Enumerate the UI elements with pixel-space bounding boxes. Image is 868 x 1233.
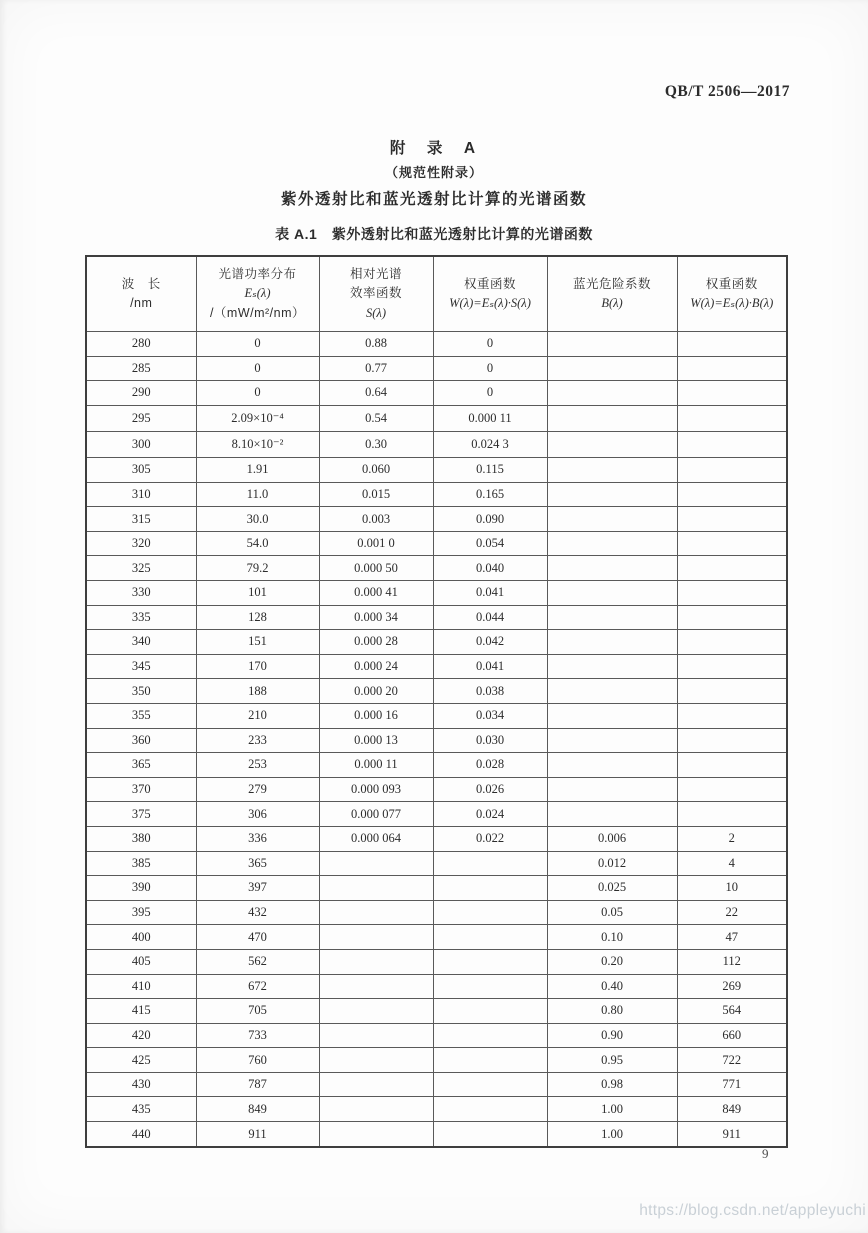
table-cell bbox=[319, 999, 433, 1024]
table-cell: 290 bbox=[86, 381, 196, 406]
header-formula-text: W(λ)=Eₛ(λ)·B(λ) bbox=[690, 296, 774, 310]
table-cell: 340 bbox=[86, 630, 196, 655]
table-row bbox=[86, 999, 787, 1024]
table-row bbox=[86, 458, 787, 483]
table-body bbox=[86, 332, 787, 1148]
table-cell bbox=[547, 654, 677, 679]
table-cell bbox=[319, 1122, 433, 1147]
table-cell bbox=[547, 753, 677, 778]
table-cell: 432 bbox=[196, 900, 319, 925]
table-cell: 0.024 bbox=[433, 802, 547, 827]
table-cell: 325 bbox=[86, 556, 196, 581]
table-cell: 415 bbox=[86, 999, 196, 1024]
table-cell bbox=[319, 1097, 433, 1122]
table-cell bbox=[319, 949, 433, 974]
table-cell: 0.022 bbox=[433, 826, 547, 851]
table-cell: 0.88 bbox=[319, 332, 433, 357]
header-text: 相对光谱 bbox=[349, 266, 402, 281]
table-cell: 722 bbox=[677, 1048, 787, 1073]
table-cell: 0.165 bbox=[433, 482, 547, 507]
table-row bbox=[86, 826, 787, 851]
table-cell bbox=[677, 630, 787, 655]
table-cell bbox=[319, 974, 433, 999]
table-cell: 11.0 bbox=[196, 482, 319, 507]
table-cell: 0 bbox=[196, 381, 319, 406]
spectral-functions-table bbox=[85, 255, 788, 1148]
table-cell: 787 bbox=[196, 1072, 319, 1097]
table-cell bbox=[547, 556, 677, 581]
table-cell: 390 bbox=[86, 876, 196, 901]
table-cell bbox=[677, 531, 787, 556]
table-cell: 849 bbox=[196, 1097, 319, 1122]
table-cell bbox=[547, 381, 677, 406]
table-row bbox=[86, 925, 787, 950]
table-cell: 30.0 bbox=[196, 507, 319, 532]
table-cell: 280 bbox=[86, 332, 196, 357]
page-number: 9 bbox=[762, 1146, 769, 1161]
table-cell: 210 bbox=[196, 703, 319, 728]
table-cell: 8.10×10⁻² bbox=[196, 431, 319, 457]
table-cell: 760 bbox=[196, 1048, 319, 1073]
table-row bbox=[86, 531, 787, 556]
table-row bbox=[86, 1122, 787, 1147]
table-cell: 0.90 bbox=[547, 1023, 677, 1048]
table-cell: 0.000 11 bbox=[319, 753, 433, 778]
table-cell: 0.000 11 bbox=[433, 405, 547, 431]
table-cell bbox=[677, 458, 787, 483]
table-cell bbox=[677, 581, 787, 606]
table-cell bbox=[433, 1072, 547, 1097]
column-header-relative-efficiency bbox=[319, 256, 433, 332]
table-cell: 188 bbox=[196, 679, 319, 704]
table-row bbox=[86, 679, 787, 704]
table-caption: 表 A.1 紫外透射比和蓝光透射比计算的光谱函数 bbox=[275, 226, 593, 242]
table-cell: 733 bbox=[196, 1023, 319, 1048]
table-cell: 0.000 20 bbox=[319, 679, 433, 704]
table-cell bbox=[433, 999, 547, 1024]
table-cell bbox=[433, 876, 547, 901]
table-cell bbox=[433, 974, 547, 999]
table-cell bbox=[319, 876, 433, 901]
appendix-title: 附 录 A bbox=[389, 140, 479, 157]
table-cell bbox=[319, 1072, 433, 1097]
table-cell: 330 bbox=[86, 581, 196, 606]
header-text: 权重函数 bbox=[463, 276, 516, 291]
table-row bbox=[86, 332, 787, 357]
table-cell bbox=[677, 679, 787, 704]
table-cell: 345 bbox=[86, 654, 196, 679]
table-cell: 0.090 bbox=[433, 507, 547, 532]
table-cell bbox=[677, 703, 787, 728]
table-cell: 0.024 3 bbox=[433, 431, 547, 457]
table-cell: 405 bbox=[86, 949, 196, 974]
table-cell: 397 bbox=[196, 876, 319, 901]
table-cell: 375 bbox=[86, 802, 196, 827]
table-cell: 0 bbox=[433, 356, 547, 381]
table-cell: 285 bbox=[86, 356, 196, 381]
table-cell: 1.91 bbox=[196, 458, 319, 483]
table-cell: 0.000 093 bbox=[319, 777, 433, 802]
table-cell: 0.40 bbox=[547, 974, 677, 999]
column-header-weight-blue bbox=[677, 256, 787, 332]
header-text: 效率函数 bbox=[349, 286, 402, 301]
table-cell: 306 bbox=[196, 802, 319, 827]
table-cell: 305 bbox=[86, 458, 196, 483]
header-text: /（mW/m²/nm） bbox=[209, 305, 306, 320]
standard-number: QB/T 2506—2017 bbox=[664, 83, 790, 100]
table-cell bbox=[319, 925, 433, 950]
table-cell: 430 bbox=[86, 1072, 196, 1097]
table-cell: 0.000 077 bbox=[319, 802, 433, 827]
table-cell: 395 bbox=[86, 900, 196, 925]
table-cell: 54.0 bbox=[196, 531, 319, 556]
table-cell bbox=[319, 900, 433, 925]
table-cell: 0.034 bbox=[433, 703, 547, 728]
table-cell: 410 bbox=[86, 974, 196, 999]
table-cell: 151 bbox=[196, 630, 319, 655]
table-cell: 279 bbox=[196, 777, 319, 802]
table-cell: 425 bbox=[86, 1048, 196, 1073]
table-cell bbox=[319, 1023, 433, 1048]
table-cell: 112 bbox=[677, 949, 787, 974]
table-row bbox=[86, 1023, 787, 1048]
table-cell: 0.000 34 bbox=[319, 605, 433, 630]
table-row bbox=[86, 605, 787, 630]
table-cell bbox=[433, 1122, 547, 1147]
table-cell: 128 bbox=[196, 605, 319, 630]
table-cell: 0.000 13 bbox=[319, 728, 433, 753]
table-cell: 564 bbox=[677, 999, 787, 1024]
table-cell: 0.040 bbox=[433, 556, 547, 581]
table-cell: 435 bbox=[86, 1097, 196, 1122]
table-row bbox=[86, 851, 787, 876]
table-cell: 0.000 50 bbox=[319, 556, 433, 581]
table-row bbox=[86, 974, 787, 999]
table-cell: 2.09×10⁻⁴ bbox=[196, 405, 319, 431]
table-row bbox=[86, 507, 787, 532]
table-cell: 0.030 bbox=[433, 728, 547, 753]
appendix-heading: 紫外透射比和蓝光透射比计算的光谱函数 bbox=[280, 191, 587, 208]
table-row bbox=[86, 381, 787, 406]
table-cell: 0.05 bbox=[547, 900, 677, 925]
table-cell: 300 bbox=[86, 431, 196, 457]
table-cell bbox=[677, 605, 787, 630]
table-cell: 370 bbox=[86, 777, 196, 802]
column-header-wavelength bbox=[86, 256, 196, 332]
table-cell: 0.054 bbox=[433, 531, 547, 556]
table-cell: 350 bbox=[86, 679, 196, 704]
column-header-spectral-power bbox=[196, 256, 319, 332]
table-cell bbox=[547, 605, 677, 630]
header-formula-text: B(λ) bbox=[601, 296, 623, 310]
table-cell bbox=[547, 332, 677, 357]
table-cell bbox=[677, 777, 787, 802]
table-cell: 0.026 bbox=[433, 777, 547, 802]
table-cell bbox=[433, 1097, 547, 1122]
table-cell: 0.30 bbox=[319, 431, 433, 457]
table-row bbox=[86, 777, 787, 802]
table-cell bbox=[677, 654, 787, 679]
spectral-table-container bbox=[85, 255, 788, 1148]
table-cell bbox=[433, 1048, 547, 1073]
table-row bbox=[86, 654, 787, 679]
table-cell: 0.041 bbox=[433, 654, 547, 679]
table-cell: 360 bbox=[86, 728, 196, 753]
table-cell bbox=[547, 679, 677, 704]
table-row bbox=[86, 753, 787, 778]
table-cell: 0.044 bbox=[433, 605, 547, 630]
table-cell bbox=[433, 925, 547, 950]
table-cell bbox=[677, 753, 787, 778]
table-cell: 849 bbox=[677, 1097, 787, 1122]
table-cell bbox=[433, 1023, 547, 1048]
table-cell bbox=[677, 728, 787, 753]
table-cell bbox=[547, 630, 677, 655]
table-cell bbox=[677, 482, 787, 507]
table-row bbox=[86, 900, 787, 925]
table-cell bbox=[677, 405, 787, 431]
table-cell: 253 bbox=[196, 753, 319, 778]
table-cell bbox=[319, 1048, 433, 1073]
table-cell: 0.77 bbox=[319, 356, 433, 381]
table-cell: 385 bbox=[86, 851, 196, 876]
table-cell: 380 bbox=[86, 826, 196, 851]
table-cell: 420 bbox=[86, 1023, 196, 1048]
table-row bbox=[86, 1072, 787, 1097]
table-cell: 170 bbox=[196, 654, 319, 679]
table-cell: 0.54 bbox=[319, 405, 433, 431]
table-header-row bbox=[86, 256, 787, 332]
table-row bbox=[86, 356, 787, 381]
table-cell: 0.000 41 bbox=[319, 581, 433, 606]
table-cell: 0.20 bbox=[547, 949, 677, 974]
table-row bbox=[86, 703, 787, 728]
header-formula-text: Eₛ(λ) bbox=[244, 286, 271, 301]
table-cell: 0.042 bbox=[433, 630, 547, 655]
appendix-type-label: （规范性附录） bbox=[384, 165, 483, 180]
table-row bbox=[86, 1097, 787, 1122]
table-cell bbox=[677, 332, 787, 357]
table-row bbox=[86, 949, 787, 974]
table-cell: 705 bbox=[196, 999, 319, 1024]
table-cell: 295 bbox=[86, 405, 196, 431]
table-cell: 0.001 0 bbox=[319, 531, 433, 556]
table-cell: 0.025 bbox=[547, 876, 677, 901]
table-cell bbox=[547, 581, 677, 606]
watermark-url: https://blog.csdn.net/appleyuchi bbox=[639, 1202, 866, 1219]
table-cell: 0.003 bbox=[319, 507, 433, 532]
table-cell: 0.115 bbox=[433, 458, 547, 483]
table-cell: 355 bbox=[86, 703, 196, 728]
table-row bbox=[86, 1048, 787, 1073]
table-cell: 335 bbox=[86, 605, 196, 630]
table-cell: 320 bbox=[86, 531, 196, 556]
table-cell: 0 bbox=[196, 356, 319, 381]
table-row bbox=[86, 482, 787, 507]
table-cell bbox=[433, 851, 547, 876]
table-cell: 310 bbox=[86, 482, 196, 507]
table-cell: 440 bbox=[86, 1122, 196, 1147]
table-cell bbox=[547, 728, 677, 753]
table-cell: 771 bbox=[677, 1072, 787, 1097]
table-cell bbox=[677, 431, 787, 457]
table-cell: 365 bbox=[86, 753, 196, 778]
table-cell bbox=[547, 482, 677, 507]
table-cell bbox=[547, 458, 677, 483]
table-cell: 4 bbox=[677, 851, 787, 876]
table-cell: 911 bbox=[196, 1122, 319, 1147]
table-cell bbox=[677, 802, 787, 827]
table-cell: 0.10 bbox=[547, 925, 677, 950]
column-header-blue-hazard bbox=[547, 256, 677, 332]
column-header-weight-uv bbox=[433, 256, 547, 332]
table-cell: 315 bbox=[86, 507, 196, 532]
table-cell: 0.80 bbox=[547, 999, 677, 1024]
table-cell: 1.00 bbox=[547, 1122, 677, 1147]
table-row bbox=[86, 431, 787, 457]
table-cell: 0 bbox=[433, 332, 547, 357]
header-text: 蓝光危险系数 bbox=[572, 276, 651, 291]
table-cell bbox=[677, 556, 787, 581]
table-cell: 2 bbox=[677, 826, 787, 851]
table-cell: 0 bbox=[196, 332, 319, 357]
table-cell: 269 bbox=[677, 974, 787, 999]
table-cell: 0.060 bbox=[319, 458, 433, 483]
table-header bbox=[86, 256, 787, 332]
table-cell: 0.028 bbox=[433, 753, 547, 778]
table-cell: 672 bbox=[196, 974, 319, 999]
table-cell bbox=[547, 802, 677, 827]
table-cell bbox=[547, 777, 677, 802]
table-cell bbox=[677, 381, 787, 406]
table-cell bbox=[547, 431, 677, 457]
table-cell: 0.000 064 bbox=[319, 826, 433, 851]
table-row bbox=[86, 802, 787, 827]
table-row bbox=[86, 405, 787, 431]
table-cell: 562 bbox=[196, 949, 319, 974]
table-cell: 79.2 bbox=[196, 556, 319, 581]
table-cell: 0.006 bbox=[547, 826, 677, 851]
table-cell: 0.000 24 bbox=[319, 654, 433, 679]
table-row bbox=[86, 630, 787, 655]
table-cell bbox=[547, 703, 677, 728]
table-row bbox=[86, 581, 787, 606]
table-cell bbox=[547, 531, 677, 556]
table-cell bbox=[547, 405, 677, 431]
table-cell: 0.000 16 bbox=[319, 703, 433, 728]
table-cell: 0.041 bbox=[433, 581, 547, 606]
table-row bbox=[86, 556, 787, 581]
table-cell bbox=[547, 356, 677, 381]
table-cell: 400 bbox=[86, 925, 196, 950]
table-cell: 0.64 bbox=[319, 381, 433, 406]
table-cell: 0.038 bbox=[433, 679, 547, 704]
table-row bbox=[86, 876, 787, 901]
table-cell: 47 bbox=[677, 925, 787, 950]
table-cell: 0.015 bbox=[319, 482, 433, 507]
table-cell: 336 bbox=[196, 826, 319, 851]
table-cell: 22 bbox=[677, 900, 787, 925]
table-cell: 911 bbox=[677, 1122, 787, 1147]
table-cell: 0.95 bbox=[547, 1048, 677, 1073]
table-cell: 0 bbox=[433, 381, 547, 406]
table-cell: 101 bbox=[196, 581, 319, 606]
header-text: /nm bbox=[130, 296, 153, 310]
header-text: 波 长 bbox=[121, 276, 161, 291]
header-formula-text: S(λ) bbox=[366, 305, 386, 320]
table-cell bbox=[677, 356, 787, 381]
table-cell: 10 bbox=[677, 876, 787, 901]
header-text: 光谱功率分布 bbox=[218, 266, 297, 281]
table-cell: 0.98 bbox=[547, 1072, 677, 1097]
table-cell bbox=[433, 900, 547, 925]
header-formula-text: W(λ)=Eₛ(λ)·S(λ) bbox=[449, 296, 531, 310]
table-cell: 233 bbox=[196, 728, 319, 753]
table-cell bbox=[677, 507, 787, 532]
table-cell bbox=[319, 851, 433, 876]
header-text: 权重函数 bbox=[705, 276, 758, 291]
table-cell: 660 bbox=[677, 1023, 787, 1048]
table-cell: 0.000 28 bbox=[319, 630, 433, 655]
table-cell: 470 bbox=[196, 925, 319, 950]
table-cell bbox=[433, 949, 547, 974]
table-cell: 1.00 bbox=[547, 1097, 677, 1122]
table-row bbox=[86, 728, 787, 753]
table-cell bbox=[547, 507, 677, 532]
table-cell: 0.012 bbox=[547, 851, 677, 876]
table-cell: 365 bbox=[196, 851, 319, 876]
